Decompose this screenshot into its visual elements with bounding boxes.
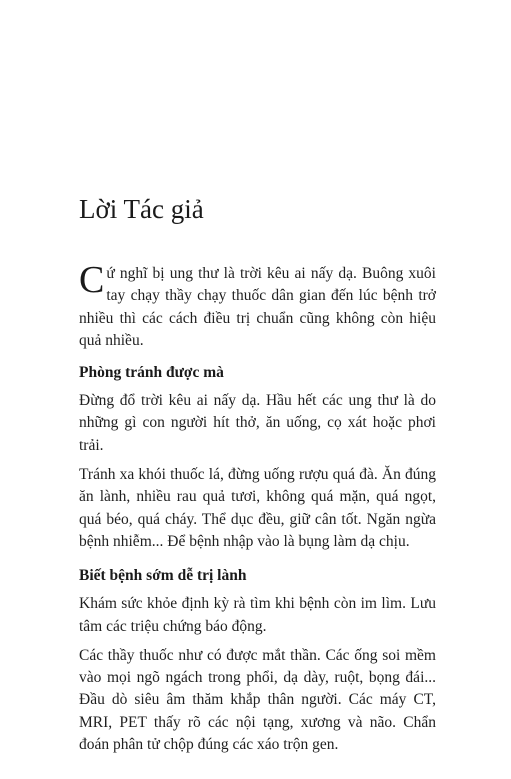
- section-early-detection: [79, 565, 436, 756]
- body-paragraph: Đừng đổ trời kêu ai nấy dạ. Hầu hết các ung thư là do những gì con người hít thở, ăn uống, cọ xát hoặc phơi trải.: [79, 392, 436, 454]
- page-body: [79, 259, 436, 763]
- intro-paragraph: [79, 259, 436, 352]
- section-heading: Biết bệnh sớm dễ trị lành: [79, 567, 247, 585]
- body-paragraph: Khám sức khỏe định kỳ rà tìm khi bệnh còn im lìm. Lưu tâm các triệu chứng báo động.: [79, 595, 436, 635]
- page-title: Lời Tác giả: [79, 194, 204, 224]
- body-paragraph: Tránh xa khói thuốc lá, đừng uống rượu quá đà. Ăn đúng ăn lành, nhiều rau quả tươi, không quá mặn, quá ngọt, quá béo, quá cháy. Thể dục đều, giữ cân tốt. Ngăn ngừa bệnh nhiễm... Để bệnh nhập vào là bụng làm dạ chịu.: [79, 466, 436, 550]
- drop-cap: C: [79, 259, 105, 301]
- body-paragraph: Các thầy thuốc như có được mắt thần. Các ống soi mềm vào mọi ngõ ngách trong phổi, dạ dày, ruột, bọng đái... Đầu dò siêu âm thăm khắp thân người. Các máy CT, MRI, PET thấy rõ các nội tạng, xương và não. Chẩn đoán phân tử chộp đúng các xáo trộn gen.: [79, 646, 436, 754]
- section-heading: Phòng tránh được mà: [79, 364, 224, 382]
- section-prevention: [79, 362, 436, 553]
- intro-text: ứ nghĩ bị ung thư là trời kêu ai nấy dạ. Buông xuôi tay chạy thầy chạy thuốc dân gian đến lúc bệnh trở nhiều thì các cách điều trị chuẩn cũng không còn hiệu quả nhiều.: [79, 265, 436, 349]
